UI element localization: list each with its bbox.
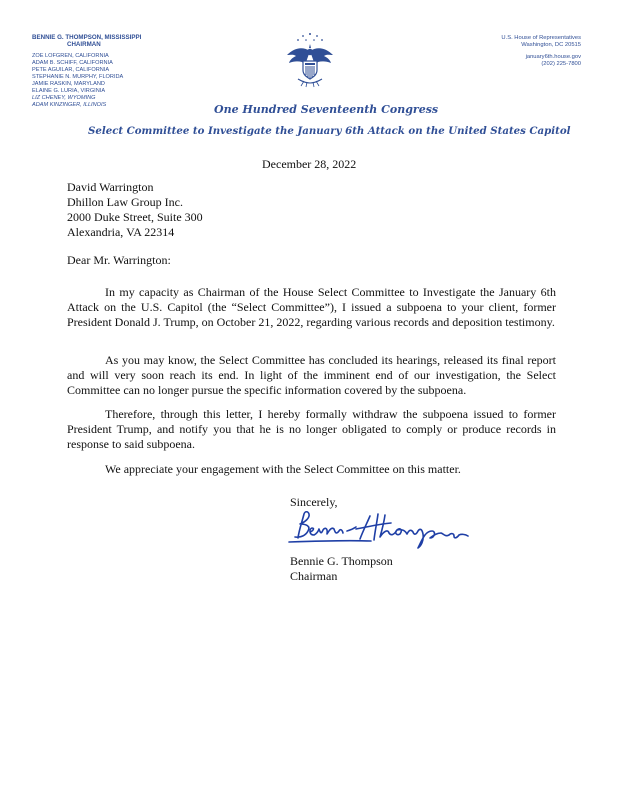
recipient-line: 2000 Duke Street, Suite 300 — [67, 210, 203, 224]
member-name: ZOE LOFGREN, CALIFORNIA — [32, 53, 109, 59]
body-paragraph: As you may know, the Select Committee has concluded its hearings, released its final report and will very soon reach its end. In light of the imminent end of our investigation, the Select Committee can no longer pursue the specific information covered by the subpoena. — [67, 353, 556, 397]
signer-title: Chairman — [290, 569, 338, 583]
committee-address — [451, 35, 581, 68]
closing-text: Sincerely, — [290, 495, 338, 509]
member-name: ADAM B. SCHIFF, CALIFORNIA — [32, 60, 113, 67]
congress-title: One Hundred Seventeenth Congress — [214, 103, 439, 116]
house-seal-icon — [285, 31, 335, 89]
website-text: january6th.house.gov — [525, 54, 581, 60]
committee-title: Select Committee to Investigate the January 6th Attack on the United States Capitol — [88, 125, 571, 137]
member-name: PETE AGUILAR, CALIFORNIA — [32, 67, 110, 74]
salutation: Dear Mr. Warrington: — [67, 253, 171, 267]
body-paragraph: In my capacity as Chairman of the House Select Committee to Investigate the January 6th Attack on the U.S. Capitol (the “Select Committee”), I issued a subpoena to your client, former President Donald J. Trump, on October 21, 2022, regarding various records and deposition testimony. — [67, 285, 556, 329]
recipient-line: Alexandria, VA 22314 — [67, 225, 175, 239]
body-paragraph: Therefore, through this letter, I hereby formally withdraw the subpoena issued to former President Trump, and notify you that he is no longer obligated to comply or produce records in response to said subpoena. — [67, 407, 556, 451]
recipient-address-block — [67, 180, 367, 240]
signer-block — [290, 554, 490, 584]
committee-members-list — [32, 34, 182, 109]
member-name: ELAINE G. LURIA, VIRGINIA — [32, 88, 106, 95]
member-name: LIZ CHENEY, WYOMING — [32, 95, 96, 102]
body-paragraph: We appreciate your engagement with the Select Committee on this matter. — [105, 462, 461, 476]
chair-title: CHAIRMAN — [67, 41, 101, 48]
chair-name: BENNIE G. THOMPSON, MISSISSIPPI — [32, 34, 142, 41]
address-line: U.S. House of Representatives — [501, 35, 581, 41]
recipient-line: David Warrington — [67, 180, 154, 194]
phone-text: (202) 225-7800 — [541, 61, 581, 67]
member-name: JAMIE RASKIN, MARYLAND — [32, 81, 105, 88]
member-name: STEPHANIE N. MURPHY, FLORIDA — [32, 74, 124, 81]
handwritten-signature — [287, 507, 470, 549]
signer-name: Bennie G. Thompson — [290, 554, 393, 568]
address-line: Washington, DC 20515 — [521, 42, 581, 48]
letter-date: December 28, 2022 — [262, 157, 357, 171]
member-name: ADAM KINZINGER, ILLINOIS — [32, 102, 107, 109]
recipient-line: Dhillon Law Group Inc. — [67, 195, 183, 209]
